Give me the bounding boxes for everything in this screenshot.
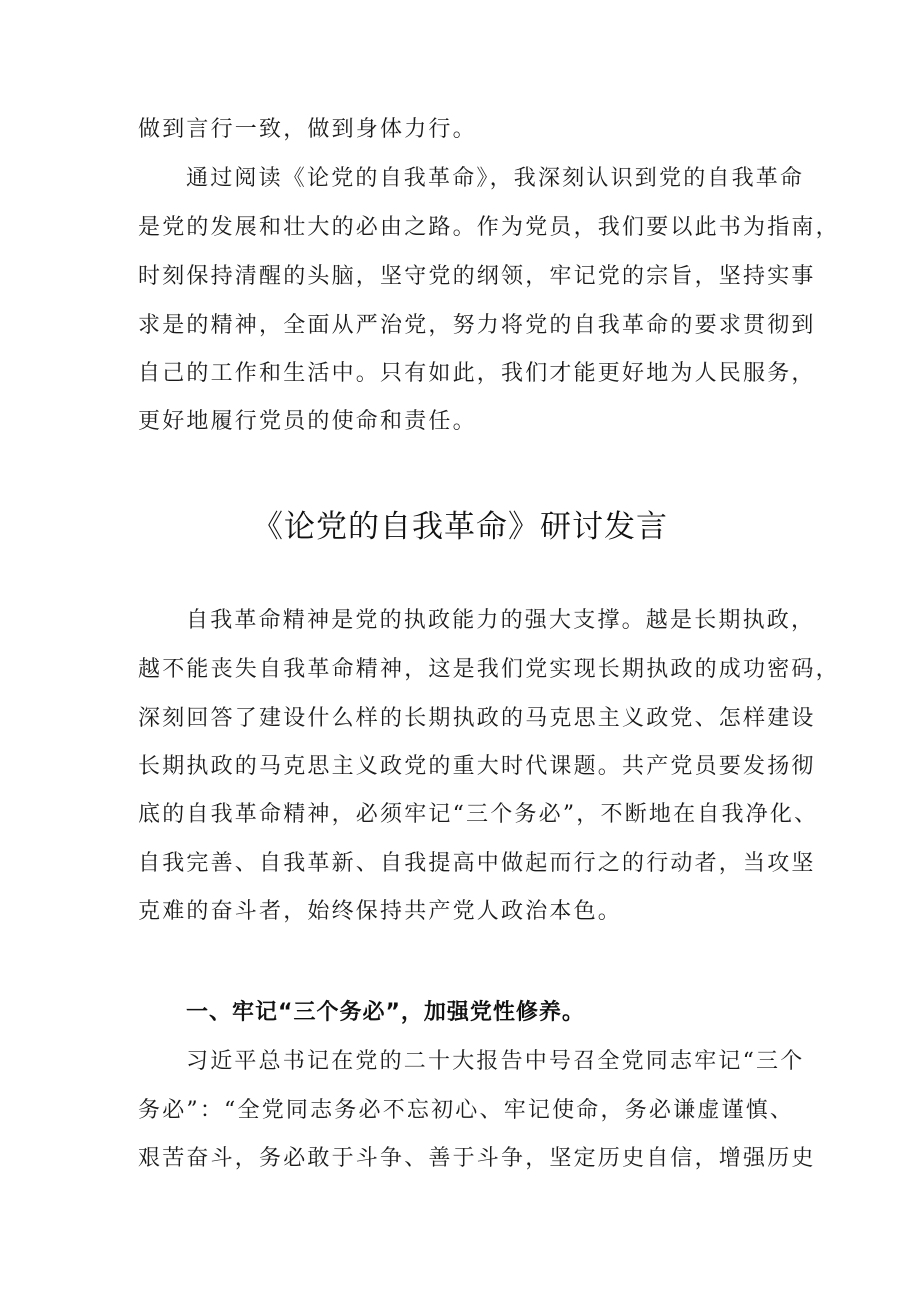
text-line: 越不能丧失自我革命精神，这是我们党实现长期执政的成功密码，	[138, 657, 840, 682]
section-heading: 一、牢记“三个务必”，加强党性修养。	[186, 1000, 585, 1025]
text-line: 更好地履行党员的使命和责任。	[138, 409, 477, 434]
text-line: 习近平总书记在党的二十大报告中号召全党同志牢记“三个	[186, 1049, 805, 1074]
text-line: 深刻回答了建设什么样的长期执政的马克思主义政党、怎样建设	[138, 706, 816, 731]
text-line: 通过阅读《论党的自我革命》，我深刻认识到党的自我革命	[186, 166, 805, 191]
text-line: 自我完善、自我革新、自我提高中做起而行之的行动者，当攻坚	[138, 851, 816, 876]
text-line: 自己的工作和生活中。只有如此，我们才能更好地为人民服务，	[138, 361, 816, 386]
text-line: 艰苦奋斗，务必敢于斗争、善于斗争，坚定历史自信，增强历史	[138, 1146, 816, 1171]
text-line: 是党的发展和壮大的必由之路。作为党员，我们要以此书为指南，	[138, 215, 840, 240]
text-line: 长期执政的马克思主义政党的重大时代课题。共产党员要发扬彻	[138, 754, 816, 779]
page-title: 《论党的自我革命》研讨发言	[252, 509, 668, 545]
text-line: 做到言行一致，做到身体力行。	[138, 117, 477, 142]
text-line: 求是的精神，全面从严治党，努力将党的自我革命的要求贯彻到	[138, 313, 816, 338]
text-line: 自我革命精神是党的执政能力的强大支撑。越是长期执政，	[186, 608, 816, 633]
text-line: 时刻保持清醒的头脑，坚守党的纲领，牢记党的宗旨，坚持实事	[138, 264, 816, 289]
text-line: 克难的奋斗者，始终保持共产党人政治本色。	[138, 899, 623, 924]
text-line: 底的自我革命精神，必须牢记“三个务必”，不断地在自我净化、	[138, 802, 819, 827]
text-line: 务必”：“全党同志务必不忘初心、牢记使命，务必谦虚谨慎、	[138, 1098, 795, 1123]
